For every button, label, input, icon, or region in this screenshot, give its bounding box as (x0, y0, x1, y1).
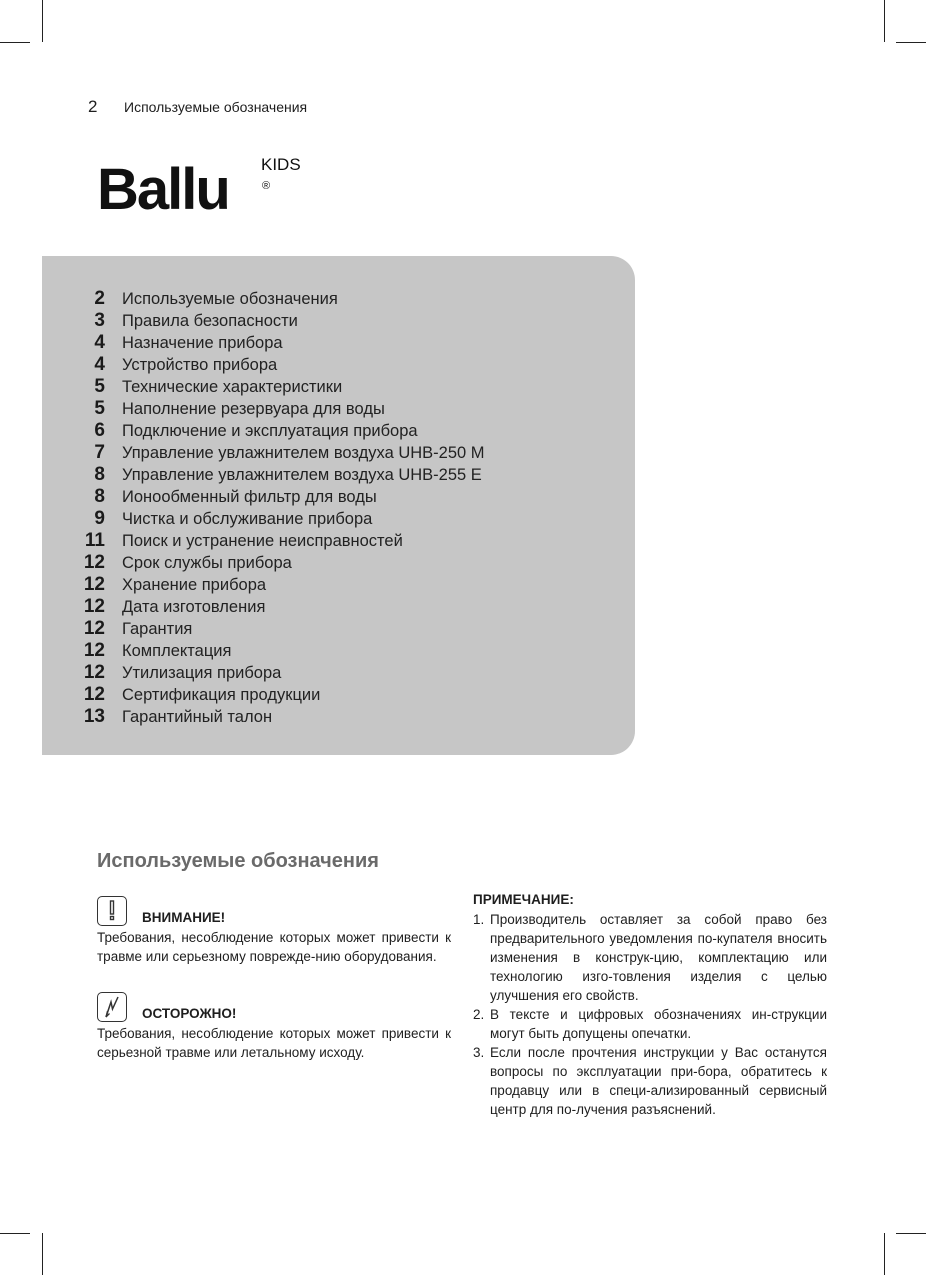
toc-item (0, 398, 485, 420)
toc-item (0, 486, 485, 508)
toc-title: Хранение прибора (122, 576, 267, 594)
attention-header (97, 890, 451, 926)
logo-brand: Ballu (97, 157, 229, 222)
crop-mark (884, 1233, 885, 1275)
toc-title: Дата изготовления (122, 598, 266, 616)
toc-title: Гарантия (122, 620, 193, 638)
toc-item (0, 552, 485, 574)
toc-item (0, 706, 485, 728)
note-list (473, 910, 827, 1119)
toc-title: Комплектация (122, 642, 232, 660)
ballu-kids-logo (97, 152, 301, 232)
toc-title: Управление увлажнителем воздуха UHB-255 E (122, 466, 482, 484)
logo-kids: KIDS (261, 155, 301, 174)
crop-mark (42, 1233, 43, 1275)
toc-item (0, 684, 485, 706)
toc-item (0, 332, 485, 354)
note-item-text: В тексте и цифровых обозначениях ин-струкции могут быть допущены опечатки. (490, 1007, 827, 1041)
section-title: Используемые обозначения (97, 850, 379, 872)
toc-item (0, 596, 485, 618)
toc-page-number: 12 (83, 684, 105, 705)
toc-page-number: 6 (94, 420, 105, 441)
logo-registered-mark: ® (262, 180, 271, 192)
toc-page-number: 11 (84, 530, 105, 551)
crop-mark (896, 1233, 926, 1234)
toc-title: Устройство прибора (122, 356, 278, 374)
toc-title: Наполнение резервуара для воды (122, 400, 385, 418)
toc-item (0, 442, 485, 464)
toc-page-number: 12 (83, 596, 105, 617)
running-head-title: Используемые обозначения (124, 99, 308, 115)
toc-title: Утилизация прибора (122, 664, 282, 682)
toc-page-number: 12 (83, 552, 105, 573)
toc-item (0, 618, 485, 640)
toc-title: Технические характеристики (122, 378, 343, 396)
toc-page-number: 12 (83, 640, 105, 661)
note-column (473, 890, 827, 1119)
lightning-icon (97, 992, 127, 1022)
attention-label: ВНИМАНИЕ! (142, 910, 226, 925)
toc-title: Используемые обозначения (122, 290, 338, 308)
toc-page-number: 12 (83, 662, 105, 683)
toc-title: Правила безопасности (122, 312, 298, 330)
toc-item (0, 530, 485, 552)
lightning-glyph (103, 996, 121, 1018)
crop-mark (896, 42, 926, 43)
toc-page-number: 9 (94, 508, 105, 529)
toc-title: Ионообменный фильтр для воды (122, 488, 377, 506)
note-item-text: Производитель оставляет за собой право без предварительного уведомления по-купателя вносить изменения в конструк-цию, комплектацию или технологию изго-товления изделия с целью улучшения его свойств. (490, 912, 827, 1003)
crop-mark (884, 0, 885, 42)
caution-label: ОСТОРОЖНО! (142, 1006, 237, 1021)
crop-mark (42, 0, 43, 42)
toc-title: Назначение прибора (122, 334, 283, 352)
toc-item (0, 354, 485, 376)
toc-item (0, 662, 485, 684)
toc-page-number: 8 (94, 464, 105, 485)
toc-page-number: 2 (94, 288, 105, 309)
note-title: ПРИМЕЧАНИЕ: (473, 892, 574, 907)
toc-page-number: 4 (94, 354, 105, 375)
caution-text: Требования, несоблюдение которых может привести к серьезной травме или летальному исходу. (97, 1026, 451, 1060)
toc-page-number: 13 (83, 706, 105, 727)
toc-item (0, 508, 485, 530)
table-of-contents (0, 288, 485, 728)
toc-title: Поиск и устранение неисправностей (122, 532, 403, 550)
toc-page-number: 8 (94, 486, 105, 507)
toc-title: Чистка и обслуживание прибора (122, 510, 373, 528)
crop-mark (0, 42, 30, 43)
notices-column (97, 890, 451, 1062)
toc-page-number: 5 (94, 398, 105, 419)
caution-header (97, 986, 451, 1022)
exclamation-glyph (105, 900, 119, 922)
note-item-text: Если после прочтения инструкции у Вас останутся вопросы по эксплуатации при-бора, обратитесь к продавцу или в специ-ализированный сервисный центр для по-лучения разъяснений. (490, 1045, 827, 1117)
toc-item (0, 640, 485, 662)
toc-item (0, 310, 485, 332)
toc-page-number: 3 (94, 310, 105, 331)
toc-title: Подключение и эксплуатация прибора (122, 422, 418, 440)
exclamation-icon (97, 896, 127, 926)
note-item (473, 1005, 827, 1043)
toc-title: Гарантийный талон (122, 708, 273, 726)
toc-page-number: 5 (94, 376, 105, 397)
toc-page-number: 12 (83, 618, 105, 639)
toc-title: Срок службы прибора (122, 554, 292, 572)
note-item (473, 1043, 827, 1119)
toc-title: Управление увлажнителем воздуха UHB-250 M (122, 444, 485, 462)
note-item-number: 2. (473, 1007, 485, 1022)
note-item (473, 910, 827, 1005)
toc-item (0, 288, 485, 310)
toc-item (0, 376, 485, 398)
toc-item (0, 574, 485, 596)
note-item-number: 1. (473, 912, 485, 927)
toc-page-number: 4 (94, 332, 105, 353)
toc-title: Сертификация продукции (122, 686, 321, 704)
toc-item (0, 464, 485, 486)
page-number: 2 (88, 97, 98, 116)
toc-item (0, 420, 485, 442)
note-item-number: 3. (473, 1045, 485, 1060)
toc-page-number: 7 (94, 442, 105, 463)
attention-text: Требования, несоблюдение которых может привести к травме или серьезному поврежде-нию оборудования. (97, 930, 451, 964)
running-head (88, 97, 307, 117)
crop-mark (0, 1233, 30, 1234)
toc-page-number: 12 (83, 574, 105, 595)
